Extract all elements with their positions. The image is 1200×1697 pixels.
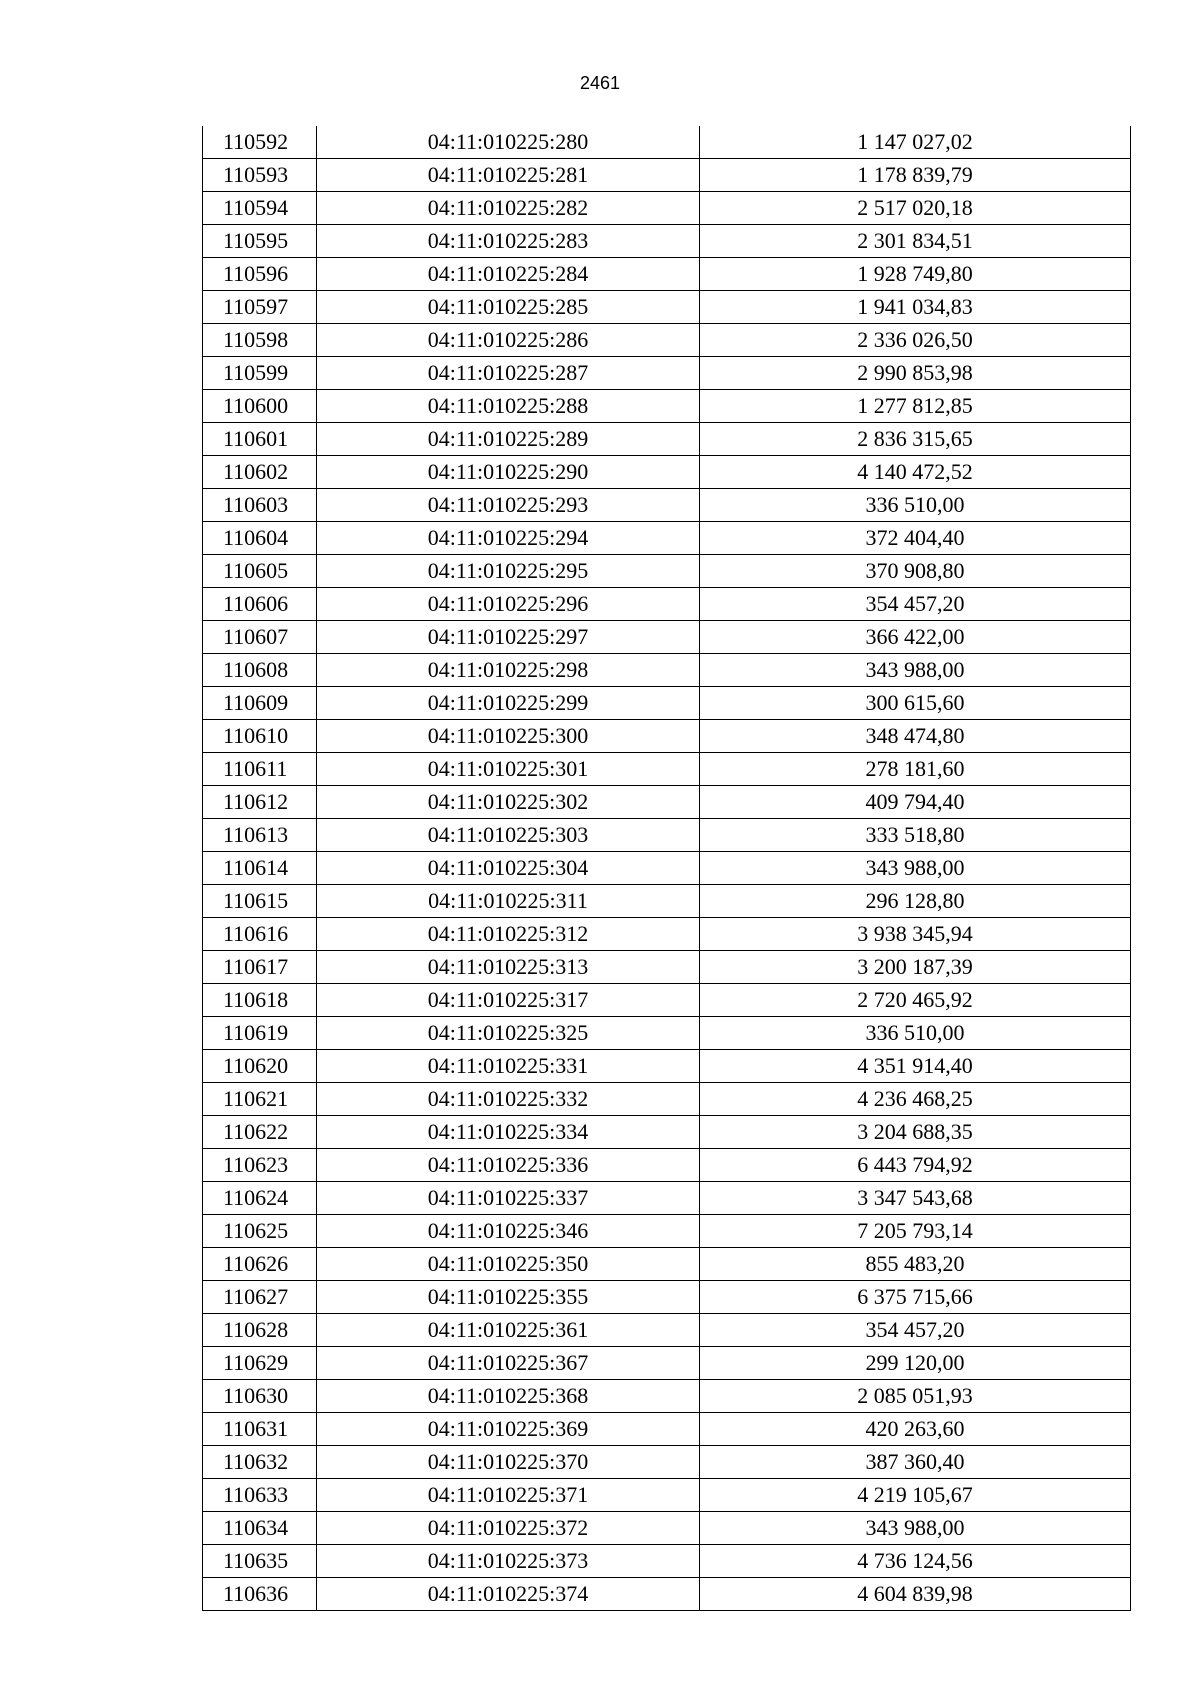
table-row xyxy=(203,687,1131,720)
table-row xyxy=(203,1380,1131,1413)
row-number-cell: 110605 xyxy=(203,555,317,588)
table-row xyxy=(203,852,1131,885)
table-row xyxy=(203,720,1131,753)
cadastral-value-cell: 366 422,00 xyxy=(700,621,1131,654)
cadastral-value-cell: 343 988,00 xyxy=(700,1512,1131,1545)
row-number-cell: 110618 xyxy=(203,984,317,1017)
table-row xyxy=(203,588,1131,621)
table-row xyxy=(203,1248,1131,1281)
table-row xyxy=(203,1215,1131,1248)
cadastral-table-container xyxy=(202,126,1128,1611)
cadastral-value-cell: 343 988,00 xyxy=(700,852,1131,885)
table-row xyxy=(203,885,1131,918)
cadastral-number-cell: 04:11:010225:374 xyxy=(317,1578,700,1611)
cadastral-value-cell: 1 147 027,02 xyxy=(700,126,1131,159)
row-number-cell: 110635 xyxy=(203,1545,317,1578)
cadastral-value-cell: 354 457,20 xyxy=(700,1314,1131,1347)
table-row xyxy=(203,819,1131,852)
table-row xyxy=(203,984,1131,1017)
row-number-cell: 110625 xyxy=(203,1215,317,1248)
cadastral-value-cell: 4 219 105,67 xyxy=(700,1479,1131,1512)
cadastral-number-cell: 04:11:010225:295 xyxy=(317,555,700,588)
cadastral-value-cell: 1 277 812,85 xyxy=(700,390,1131,423)
cadastral-number-cell: 04:11:010225:294 xyxy=(317,522,700,555)
cadastral-value-cell: 3 938 345,94 xyxy=(700,918,1131,951)
cadastral-number-cell: 04:11:010225:367 xyxy=(317,1347,700,1380)
table-row xyxy=(203,1182,1131,1215)
table-row xyxy=(203,654,1131,687)
row-number-cell: 110609 xyxy=(203,687,317,720)
row-number-cell: 110615 xyxy=(203,885,317,918)
row-number-cell: 110613 xyxy=(203,819,317,852)
row-number-cell: 110617 xyxy=(203,951,317,984)
table-row xyxy=(203,753,1131,786)
row-number-cell: 110594 xyxy=(203,192,317,225)
table-row xyxy=(203,1314,1131,1347)
table-row xyxy=(203,225,1131,258)
cadastral-value-cell: 2 836 315,65 xyxy=(700,423,1131,456)
cadastral-number-cell: 04:11:010225:368 xyxy=(317,1380,700,1413)
table-row xyxy=(203,291,1131,324)
cadastral-number-cell: 04:11:010225:281 xyxy=(317,159,700,192)
cadastral-value-cell: 343 988,00 xyxy=(700,654,1131,687)
table-row xyxy=(203,1578,1131,1611)
table-row xyxy=(203,1017,1131,1050)
table-row xyxy=(203,918,1131,951)
row-number-cell: 110610 xyxy=(203,720,317,753)
cadastral-number-cell: 04:11:010225:332 xyxy=(317,1083,700,1116)
row-number-cell: 110631 xyxy=(203,1413,317,1446)
row-number-cell: 110608 xyxy=(203,654,317,687)
cadastral-number-cell: 04:11:010225:296 xyxy=(317,588,700,621)
cadastral-value-cell: 348 474,80 xyxy=(700,720,1131,753)
cadastral-value-cell: 420 263,60 xyxy=(700,1413,1131,1446)
row-number-cell: 110621 xyxy=(203,1083,317,1116)
row-number-cell: 110606 xyxy=(203,588,317,621)
cadastral-value-cell: 3 200 187,39 xyxy=(700,951,1131,984)
table-row xyxy=(203,1281,1131,1314)
cadastral-value-cell: 4 604 839,98 xyxy=(700,1578,1131,1611)
row-number-cell: 110616 xyxy=(203,918,317,951)
cadastral-value-table xyxy=(202,126,1131,1611)
cadastral-number-cell: 04:11:010225:370 xyxy=(317,1446,700,1479)
table-row xyxy=(203,1545,1131,1578)
row-number-cell: 110614 xyxy=(203,852,317,885)
table-row xyxy=(203,159,1131,192)
table-row xyxy=(203,390,1131,423)
cadastral-value-cell: 3 204 688,35 xyxy=(700,1116,1131,1149)
cadastral-value-cell: 4 736 124,56 xyxy=(700,1545,1131,1578)
row-number-cell: 110598 xyxy=(203,324,317,357)
cadastral-number-cell: 04:11:010225:350 xyxy=(317,1248,700,1281)
row-number-cell: 110592 xyxy=(203,126,317,159)
cadastral-number-cell: 04:11:010225:297 xyxy=(317,621,700,654)
cadastral-number-cell: 04:11:010225:287 xyxy=(317,357,700,390)
table-row xyxy=(203,1149,1131,1182)
cadastral-value-cell: 333 518,80 xyxy=(700,819,1131,852)
table-row xyxy=(203,951,1131,984)
table-row xyxy=(203,1479,1131,1512)
table-row xyxy=(203,555,1131,588)
table-row xyxy=(203,786,1131,819)
table-row xyxy=(203,258,1131,291)
cadastral-value-cell: 354 457,20 xyxy=(700,588,1131,621)
cadastral-value-cell: 278 181,60 xyxy=(700,753,1131,786)
table-row xyxy=(203,324,1131,357)
cadastral-number-cell: 04:11:010225:355 xyxy=(317,1281,700,1314)
cadastral-number-cell: 04:11:010225:300 xyxy=(317,720,700,753)
cadastral-number-cell: 04:11:010225:336 xyxy=(317,1149,700,1182)
row-number-cell: 110612 xyxy=(203,786,317,819)
table-row xyxy=(203,1116,1131,1149)
cadastral-number-cell: 04:11:010225:283 xyxy=(317,225,700,258)
table-row xyxy=(203,1050,1131,1083)
row-number-cell: 110601 xyxy=(203,423,317,456)
row-number-cell: 110604 xyxy=(203,522,317,555)
row-number-cell: 110602 xyxy=(203,456,317,489)
row-number-cell: 110636 xyxy=(203,1578,317,1611)
page-number: 2461 xyxy=(579,73,621,93)
cadastral-number-cell: 04:11:010225:325 xyxy=(317,1017,700,1050)
cadastral-value-cell: 372 404,40 xyxy=(700,522,1131,555)
cadastral-number-cell: 04:11:010225:290 xyxy=(317,456,700,489)
table-row xyxy=(203,456,1131,489)
row-number-cell: 110607 xyxy=(203,621,317,654)
table-row xyxy=(203,357,1131,390)
cadastral-number-cell: 04:11:010225:285 xyxy=(317,291,700,324)
table-body xyxy=(203,126,1131,1611)
table-row xyxy=(203,192,1131,225)
row-number-cell: 110595 xyxy=(203,225,317,258)
row-number-cell: 110611 xyxy=(203,753,317,786)
cadastral-value-cell: 1 178 839,79 xyxy=(700,159,1131,192)
table-row xyxy=(203,1512,1131,1545)
cadastral-value-cell: 2 336 026,50 xyxy=(700,324,1131,357)
cadastral-number-cell: 04:11:010225:303 xyxy=(317,819,700,852)
cadastral-value-cell: 299 120,00 xyxy=(700,1347,1131,1380)
row-number-cell: 110630 xyxy=(203,1380,317,1413)
cadastral-value-cell: 336 510,00 xyxy=(700,1017,1131,1050)
cadastral-value-cell: 296 128,80 xyxy=(700,885,1131,918)
cadastral-number-cell: 04:11:010225:371 xyxy=(317,1479,700,1512)
cadastral-value-cell: 2 301 834,51 xyxy=(700,225,1131,258)
cadastral-number-cell: 04:11:010225:373 xyxy=(317,1545,700,1578)
cadastral-number-cell: 04:11:010225:293 xyxy=(317,489,700,522)
table-row xyxy=(203,489,1131,522)
cadastral-number-cell: 04:11:010225:361 xyxy=(317,1314,700,1347)
row-number-cell: 110620 xyxy=(203,1050,317,1083)
table-row xyxy=(203,423,1131,456)
cadastral-value-cell: 2 990 853,98 xyxy=(700,357,1131,390)
table-row xyxy=(203,1083,1131,1116)
cadastral-number-cell: 04:11:010225:288 xyxy=(317,390,700,423)
cadastral-value-cell: 370 908,80 xyxy=(700,555,1131,588)
table-row xyxy=(203,1347,1131,1380)
cadastral-number-cell: 04:11:010225:286 xyxy=(317,324,700,357)
row-number-cell: 110624 xyxy=(203,1182,317,1215)
row-number-cell: 110619 xyxy=(203,1017,317,1050)
row-number-cell: 110634 xyxy=(203,1512,317,1545)
cadastral-value-cell: 2 085 051,93 xyxy=(700,1380,1131,1413)
cadastral-number-cell: 04:11:010225:331 xyxy=(317,1050,700,1083)
row-number-cell: 110628 xyxy=(203,1314,317,1347)
cadastral-number-cell: 04:11:010225:299 xyxy=(317,687,700,720)
cadastral-value-cell: 4 236 468,25 xyxy=(700,1083,1131,1116)
row-number-cell: 110633 xyxy=(203,1479,317,1512)
cadastral-value-cell: 3 347 543,68 xyxy=(700,1182,1131,1215)
row-number-cell: 110627 xyxy=(203,1281,317,1314)
row-number-cell: 110603 xyxy=(203,489,317,522)
cadastral-number-cell: 04:11:010225:298 xyxy=(317,654,700,687)
cadastral-value-cell: 855 483,20 xyxy=(700,1248,1131,1281)
row-number-cell: 110623 xyxy=(203,1149,317,1182)
cadastral-value-cell: 2 517 020,18 xyxy=(700,192,1131,225)
table-row xyxy=(203,126,1131,159)
cadastral-value-cell: 7 205 793,14 xyxy=(700,1215,1131,1248)
cadastral-number-cell: 04:11:010225:337 xyxy=(317,1182,700,1215)
cadastral-number-cell: 04:11:010225:369 xyxy=(317,1413,700,1446)
row-number-cell: 110600 xyxy=(203,390,317,423)
cadastral-value-cell: 1 928 749,80 xyxy=(700,258,1131,291)
cadastral-number-cell: 04:11:010225:302 xyxy=(317,786,700,819)
table-row xyxy=(203,621,1131,654)
row-number-cell: 110593 xyxy=(203,159,317,192)
row-number-cell: 110599 xyxy=(203,357,317,390)
row-number-cell: 110597 xyxy=(203,291,317,324)
table-row xyxy=(203,522,1131,555)
cadastral-value-cell: 6 443 794,92 xyxy=(700,1149,1131,1182)
cadastral-number-cell: 04:11:010225:372 xyxy=(317,1512,700,1545)
cadastral-number-cell: 04:11:010225:334 xyxy=(317,1116,700,1149)
cadastral-number-cell: 04:11:010225:317 xyxy=(317,984,700,1017)
row-number-cell: 110629 xyxy=(203,1347,317,1380)
cadastral-number-cell: 04:11:010225:346 xyxy=(317,1215,700,1248)
cadastral-number-cell: 04:11:010225:280 xyxy=(317,126,700,159)
cadastral-value-cell: 1 941 034,83 xyxy=(700,291,1131,324)
cadastral-value-cell: 4 140 472,52 xyxy=(700,456,1131,489)
cadastral-value-cell: 2 720 465,92 xyxy=(700,984,1131,1017)
row-number-cell: 110632 xyxy=(203,1446,317,1479)
row-number-cell: 110596 xyxy=(203,258,317,291)
cadastral-number-cell: 04:11:010225:284 xyxy=(317,258,700,291)
cadastral-number-cell: 04:11:010225:312 xyxy=(317,918,700,951)
cadastral-number-cell: 04:11:010225:289 xyxy=(317,423,700,456)
cadastral-value-cell: 336 510,00 xyxy=(700,489,1131,522)
cadastral-value-cell: 409 794,40 xyxy=(700,786,1131,819)
cadastral-value-cell: 387 360,40 xyxy=(700,1446,1131,1479)
row-number-cell: 110626 xyxy=(203,1248,317,1281)
cadastral-value-cell: 6 375 715,66 xyxy=(700,1281,1131,1314)
row-number-cell: 110622 xyxy=(203,1116,317,1149)
cadastral-number-cell: 04:11:010225:304 xyxy=(317,852,700,885)
cadastral-number-cell: 04:11:010225:282 xyxy=(317,192,700,225)
cadastral-number-cell: 04:11:010225:311 xyxy=(317,885,700,918)
cadastral-value-cell: 4 351 914,40 xyxy=(700,1050,1131,1083)
cadastral-value-cell: 300 615,60 xyxy=(700,687,1131,720)
cadastral-number-cell: 04:11:010225:301 xyxy=(317,753,700,786)
table-row xyxy=(203,1413,1131,1446)
cadastral-number-cell: 04:11:010225:313 xyxy=(317,951,700,984)
table-row xyxy=(203,1446,1131,1479)
